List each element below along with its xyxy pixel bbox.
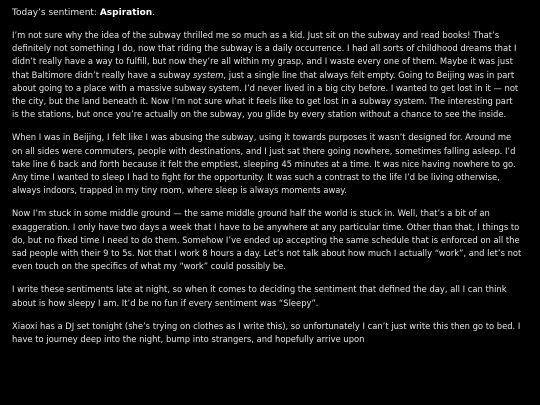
paragraph xyxy=(12,283,522,309)
paragraph-emphasis: system xyxy=(193,69,224,80)
journal-entry xyxy=(12,0,522,356)
sentiment-prefix: Today’s sentiment: xyxy=(12,8,100,18)
paragraph-text: I’m not sure why the idea of the subway thrilled me so much as a kid. Just sit on the subway and read books! That’s definitely not something I do, now that riding the subway is a daily occurrence. I had all sorts of childhood dreams that I didn’t really have a way to fulfill, but now they’re all within my grasp, and I waste every one of them. Maybe it was just that Baltimore didn’t really have a subway xyxy=(12,30,517,80)
sentiment-suffix: . xyxy=(152,8,156,18)
sentiment-word: Aspiration xyxy=(99,8,153,18)
paragraph xyxy=(12,131,522,197)
paragraph-text: Xiaoxi has a DJ set tonight (she’s trying on clothes as I write this), so unfortunately I can’t just write this then go to bed. I have to journey deep into the night, bump into strangers, and hopefully arrive upon xyxy=(12,320,521,345)
paragraph-text: , just a single line that always felt empty. Going to Beijing was in part about going to a place with a massive subway system. I’d never lived in a big city before. I wanted to get lost in it — not the city, but the land beneath it. Now I’m not sure what it feels like to get lost in a subway system. The interesting part is the stations, but once you’re actually on the subway, you glide by every station without a chance to see the inside. xyxy=(12,69,519,120)
paragraph-text: Now I’m stuck in some middle ground — the same middle ground half the world is stuck in. Well, that’s a bit of an exaggeration. I only have two days a week that I have to be anywhere at any particular time. Other than that, I things to do, but no fixed time I need to do them. Somehow I’ve ended up accepting the same schedule that is enforced on all the sad people with their 9 to 5s. Not that I work 8 hours a day. Let’s not talk about how much I actually “work”, and let’s not even touch on the specifics of what my “work” could possibly be. xyxy=(12,208,522,272)
paragraph-text: I write these sentiments late at night, so when it comes to deciding the sentiment that defined the day, all I can think about is how sleepy I am. It’d be no fun if every sentiment was “Sleepy”. xyxy=(12,284,507,308)
paragraph xyxy=(12,207,522,273)
paragraph xyxy=(12,29,522,121)
paragraph xyxy=(12,320,522,346)
sentiment-heading xyxy=(12,7,522,20)
paragraph-text: When I was in Beijing, I felt like I was abusing the subway, using it towards purposes it wasn’t designed for. Around me on all sides were commuters, people with destinations, and I just sat there going nowhere, sometimes falling asleep. I’d take line 6 back and forth because it felt the emptiest, sleeping 45 minutes at a time. It was nice having nowhere to go. Any time I wanted to sleep I had to fight for the opportunity. It was such a contrast to the life I’d be living otherwise, always indoors, trapped in my tiny room, where sleep is always moments away. xyxy=(12,132,516,196)
